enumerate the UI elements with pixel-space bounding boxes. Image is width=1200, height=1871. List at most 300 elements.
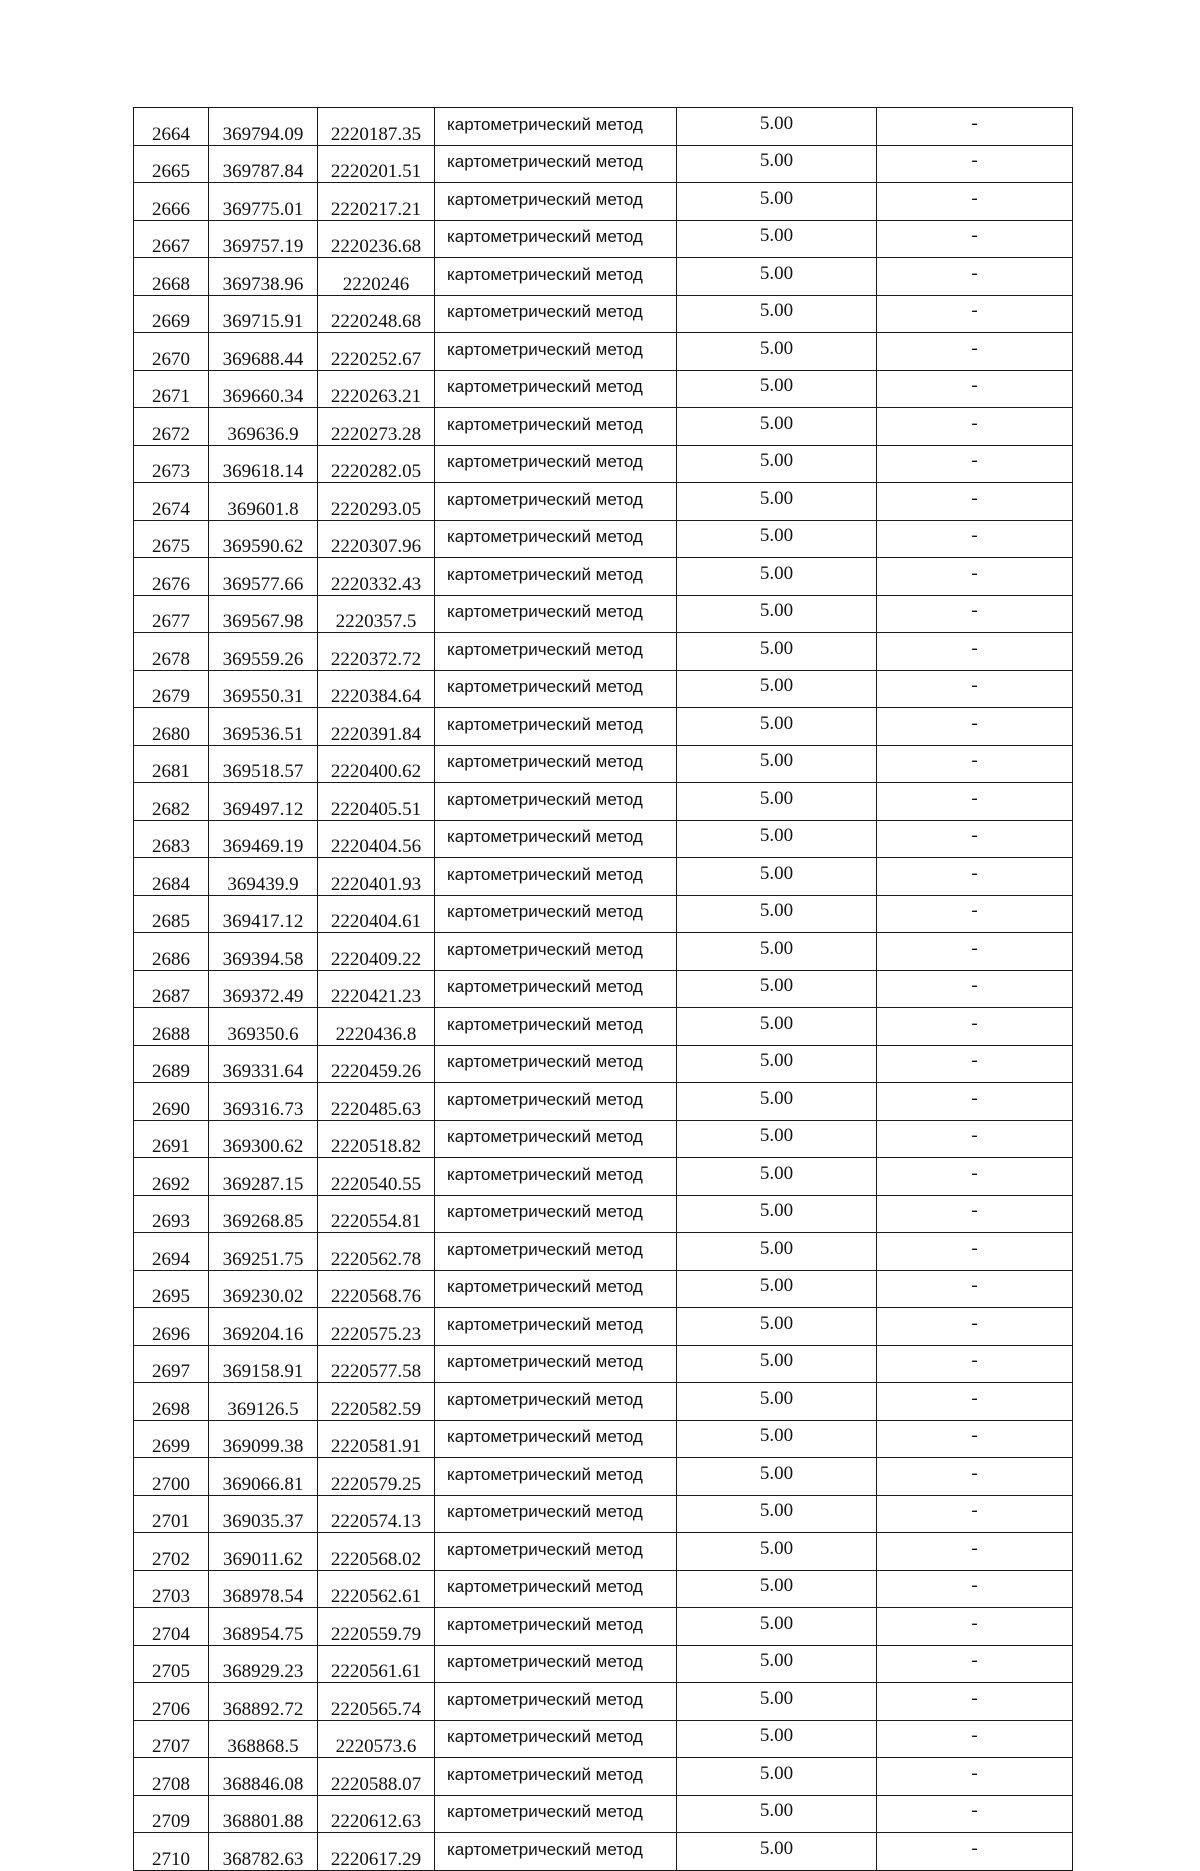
y-coordinate-cell: 2220201.51 bbox=[318, 145, 435, 183]
point-number-cell: 2701 bbox=[134, 1495, 209, 1533]
accuracy-cell: 5.00 bbox=[677, 595, 877, 633]
x-coordinate-cell: 369775.01 bbox=[209, 183, 318, 221]
table-row bbox=[134, 1570, 1073, 1608]
note-cell: - bbox=[877, 595, 1073, 633]
x-coordinate-cell: 369715.91 bbox=[209, 295, 318, 333]
table-row bbox=[134, 1720, 1073, 1758]
note-cell: - bbox=[877, 1833, 1073, 1871]
table-row bbox=[134, 783, 1073, 821]
y-coordinate-cell: 2220332.43 bbox=[318, 558, 435, 596]
table-row bbox=[134, 858, 1073, 896]
accuracy-cell: 5.00 bbox=[677, 1120, 877, 1158]
point-number-cell: 2676 bbox=[134, 558, 209, 596]
point-number-cell: 2685 bbox=[134, 895, 209, 933]
point-number-cell: 2707 bbox=[134, 1720, 209, 1758]
note-cell: - bbox=[877, 1045, 1073, 1083]
y-coordinate-cell: 2220263.21 bbox=[318, 370, 435, 408]
note-cell: - bbox=[877, 445, 1073, 483]
x-coordinate-cell: 369204.16 bbox=[209, 1308, 318, 1346]
point-number-cell: 2674 bbox=[134, 483, 209, 521]
accuracy-cell: 5.00 bbox=[677, 745, 877, 783]
note-cell: - bbox=[877, 1308, 1073, 1346]
y-coordinate-cell: 2220577.58 bbox=[318, 1345, 435, 1383]
x-coordinate-cell: 369372.49 bbox=[209, 970, 318, 1008]
method-cell: картометрический метод bbox=[435, 858, 677, 896]
method-cell: картометрический метод bbox=[435, 1570, 677, 1608]
method-cell: картометрический метод bbox=[435, 1308, 677, 1346]
method-cell: картометрический метод bbox=[435, 408, 677, 446]
accuracy-cell: 5.00 bbox=[677, 1570, 877, 1608]
method-cell: картометрический метод bbox=[435, 1720, 677, 1758]
y-coordinate-cell: 2220404.61 bbox=[318, 895, 435, 933]
x-coordinate-cell: 369469.19 bbox=[209, 820, 318, 858]
method-cell: картометрический метод bbox=[435, 1083, 677, 1121]
y-coordinate-cell: 2220575.23 bbox=[318, 1308, 435, 1346]
point-number-cell: 2697 bbox=[134, 1345, 209, 1383]
method-cell: картометрический метод bbox=[435, 595, 677, 633]
method-cell: картометрический метод bbox=[435, 1345, 677, 1383]
note-cell: - bbox=[877, 1533, 1073, 1571]
accuracy-cell: 5.00 bbox=[677, 220, 877, 258]
note-cell: - bbox=[877, 295, 1073, 333]
accuracy-cell: 5.00 bbox=[677, 145, 877, 183]
point-number-cell: 2699 bbox=[134, 1420, 209, 1458]
table-row bbox=[134, 370, 1073, 408]
y-coordinate-cell: 2220565.74 bbox=[318, 1683, 435, 1721]
point-number-cell: 2700 bbox=[134, 1458, 209, 1496]
note-cell: - bbox=[877, 1458, 1073, 1496]
note-cell: - bbox=[877, 820, 1073, 858]
table-row bbox=[134, 1345, 1073, 1383]
note-cell: - bbox=[877, 783, 1073, 821]
y-coordinate-cell: 2220282.05 bbox=[318, 445, 435, 483]
accuracy-cell: 5.00 bbox=[677, 108, 877, 146]
method-cell: картометрический метод bbox=[435, 1383, 677, 1421]
x-coordinate-cell: 368868.5 bbox=[209, 1720, 318, 1758]
accuracy-cell: 5.00 bbox=[677, 445, 877, 483]
point-number-cell: 2691 bbox=[134, 1120, 209, 1158]
x-coordinate-cell: 369590.62 bbox=[209, 520, 318, 558]
method-cell: картометрический метод bbox=[435, 558, 677, 596]
note-cell: - bbox=[877, 1008, 1073, 1046]
note-cell: - bbox=[877, 558, 1073, 596]
point-number-cell: 2675 bbox=[134, 520, 209, 558]
y-coordinate-cell: 2220357.5 bbox=[318, 595, 435, 633]
table-row bbox=[134, 745, 1073, 783]
y-coordinate-cell: 2220540.55 bbox=[318, 1158, 435, 1196]
x-coordinate-cell: 368846.08 bbox=[209, 1758, 318, 1796]
accuracy-cell: 5.00 bbox=[677, 895, 877, 933]
y-coordinate-cell: 2220561.61 bbox=[318, 1645, 435, 1683]
table-row bbox=[134, 1195, 1073, 1233]
y-coordinate-cell: 2220246 bbox=[318, 258, 435, 296]
note-cell: - bbox=[877, 1683, 1073, 1721]
accuracy-cell: 5.00 bbox=[677, 408, 877, 446]
x-coordinate-cell: 368782.63 bbox=[209, 1833, 318, 1871]
table-row bbox=[134, 1495, 1073, 1533]
point-number-cell: 2698 bbox=[134, 1383, 209, 1421]
point-number-cell: 2677 bbox=[134, 595, 209, 633]
method-cell: картометрический метод bbox=[435, 333, 677, 371]
point-number-cell: 2679 bbox=[134, 670, 209, 708]
accuracy-cell: 5.00 bbox=[677, 1458, 877, 1496]
table-row bbox=[134, 895, 1073, 933]
note-cell: - bbox=[877, 1420, 1073, 1458]
table-row bbox=[134, 1008, 1073, 1046]
method-cell: картометрический метод bbox=[435, 1158, 677, 1196]
coordinates-table-body bbox=[134, 108, 1073, 1871]
note-cell: - bbox=[877, 970, 1073, 1008]
y-coordinate-cell: 2220307.96 bbox=[318, 520, 435, 558]
note-cell: - bbox=[877, 258, 1073, 296]
accuracy-cell: 5.00 bbox=[677, 1495, 877, 1533]
point-number-cell: 2669 bbox=[134, 295, 209, 333]
note-cell: - bbox=[877, 1383, 1073, 1421]
y-coordinate-cell: 2220612.63 bbox=[318, 1795, 435, 1833]
y-coordinate-cell: 2220574.13 bbox=[318, 1495, 435, 1533]
y-coordinate-cell: 2220459.26 bbox=[318, 1045, 435, 1083]
table-row bbox=[134, 520, 1073, 558]
point-number-cell: 2664 bbox=[134, 108, 209, 146]
accuracy-cell: 5.00 bbox=[677, 1158, 877, 1196]
point-number-cell: 2710 bbox=[134, 1833, 209, 1871]
point-number-cell: 2706 bbox=[134, 1683, 209, 1721]
x-coordinate-cell: 369316.73 bbox=[209, 1083, 318, 1121]
note-cell: - bbox=[877, 183, 1073, 221]
accuracy-cell: 5.00 bbox=[677, 483, 877, 521]
method-cell: картометрический метод bbox=[435, 1233, 677, 1271]
accuracy-cell: 5.00 bbox=[677, 708, 877, 746]
x-coordinate-cell: 369035.37 bbox=[209, 1495, 318, 1533]
method-cell: картометрический метод bbox=[435, 1833, 677, 1871]
point-number-cell: 2704 bbox=[134, 1608, 209, 1646]
point-number-cell: 2672 bbox=[134, 408, 209, 446]
method-cell: картометрический метод bbox=[435, 783, 677, 821]
x-coordinate-cell: 368978.54 bbox=[209, 1570, 318, 1608]
table-row bbox=[134, 333, 1073, 371]
accuracy-cell: 5.00 bbox=[677, 933, 877, 971]
accuracy-cell: 5.00 bbox=[677, 1420, 877, 1458]
x-coordinate-cell: 369688.44 bbox=[209, 333, 318, 371]
table-row bbox=[134, 1158, 1073, 1196]
x-coordinate-cell: 368892.72 bbox=[209, 1683, 318, 1721]
note-cell: - bbox=[877, 1495, 1073, 1533]
method-cell: картометрический метод bbox=[435, 295, 677, 333]
note-cell: - bbox=[877, 1083, 1073, 1121]
x-coordinate-cell: 369158.91 bbox=[209, 1345, 318, 1383]
x-coordinate-cell: 369601.8 bbox=[209, 483, 318, 521]
accuracy-cell: 5.00 bbox=[677, 1233, 877, 1271]
accuracy-cell: 5.00 bbox=[677, 370, 877, 408]
point-number-cell: 2667 bbox=[134, 220, 209, 258]
x-coordinate-cell: 369251.75 bbox=[209, 1233, 318, 1271]
x-coordinate-cell: 369618.14 bbox=[209, 445, 318, 483]
method-cell: картометрический метод bbox=[435, 970, 677, 1008]
table-row bbox=[134, 970, 1073, 1008]
method-cell: картометрический метод bbox=[435, 670, 677, 708]
point-number-cell: 2688 bbox=[134, 1008, 209, 1046]
point-number-cell: 2703 bbox=[134, 1570, 209, 1608]
y-coordinate-cell: 2220400.62 bbox=[318, 745, 435, 783]
accuracy-cell: 5.00 bbox=[677, 1795, 877, 1833]
x-coordinate-cell: 369738.96 bbox=[209, 258, 318, 296]
y-coordinate-cell: 2220252.67 bbox=[318, 333, 435, 371]
note-cell: - bbox=[877, 520, 1073, 558]
table-row bbox=[134, 1383, 1073, 1421]
y-coordinate-cell: 2220562.78 bbox=[318, 1233, 435, 1271]
y-coordinate-cell: 2220518.82 bbox=[318, 1120, 435, 1158]
note-cell: - bbox=[877, 220, 1073, 258]
point-number-cell: 2687 bbox=[134, 970, 209, 1008]
accuracy-cell: 5.00 bbox=[677, 1045, 877, 1083]
point-number-cell: 2665 bbox=[134, 145, 209, 183]
y-coordinate-cell: 2220573.6 bbox=[318, 1720, 435, 1758]
x-coordinate-cell: 369536.51 bbox=[209, 708, 318, 746]
y-coordinate-cell: 2220568.76 bbox=[318, 1270, 435, 1308]
table-row bbox=[134, 1270, 1073, 1308]
accuracy-cell: 5.00 bbox=[677, 520, 877, 558]
accuracy-cell: 5.00 bbox=[677, 1083, 877, 1121]
x-coordinate-cell: 369268.85 bbox=[209, 1195, 318, 1233]
x-coordinate-cell: 369577.66 bbox=[209, 558, 318, 596]
method-cell: картометрический метод bbox=[435, 220, 677, 258]
note-cell: - bbox=[877, 1608, 1073, 1646]
method-cell: картометрический метод bbox=[435, 1533, 677, 1571]
y-coordinate-cell: 2220293.05 bbox=[318, 483, 435, 521]
table-row bbox=[134, 708, 1073, 746]
point-number-cell: 2695 bbox=[134, 1270, 209, 1308]
method-cell: картометрический метод bbox=[435, 1645, 677, 1683]
note-cell: - bbox=[877, 1720, 1073, 1758]
y-coordinate-cell: 2220217.21 bbox=[318, 183, 435, 221]
y-coordinate-cell: 2220372.72 bbox=[318, 633, 435, 671]
accuracy-cell: 5.00 bbox=[677, 633, 877, 671]
method-cell: картометрический метод bbox=[435, 1045, 677, 1083]
x-coordinate-cell: 368954.75 bbox=[209, 1608, 318, 1646]
note-cell: - bbox=[877, 708, 1073, 746]
accuracy-cell: 5.00 bbox=[677, 1270, 877, 1308]
method-cell: картометрический метод bbox=[435, 820, 677, 858]
y-coordinate-cell: 2220588.07 bbox=[318, 1758, 435, 1796]
accuracy-cell: 5.00 bbox=[677, 1833, 877, 1871]
table-row bbox=[134, 670, 1073, 708]
y-coordinate-cell: 2220404.56 bbox=[318, 820, 435, 858]
y-coordinate-cell: 2220409.22 bbox=[318, 933, 435, 971]
table-row bbox=[134, 445, 1073, 483]
table-row bbox=[134, 408, 1073, 446]
method-cell: картометрический метод bbox=[435, 1420, 677, 1458]
method-cell: картометрический метод bbox=[435, 1683, 677, 1721]
point-number-cell: 2683 bbox=[134, 820, 209, 858]
note-cell: - bbox=[877, 1158, 1073, 1196]
y-coordinate-cell: 2220405.51 bbox=[318, 783, 435, 821]
note-cell: - bbox=[877, 145, 1073, 183]
note-cell: - bbox=[877, 1645, 1073, 1683]
y-coordinate-cell: 2220559.79 bbox=[318, 1608, 435, 1646]
method-cell: картометрический метод bbox=[435, 1008, 677, 1046]
point-number-cell: 2689 bbox=[134, 1045, 209, 1083]
y-coordinate-cell: 2220579.25 bbox=[318, 1458, 435, 1496]
table-row bbox=[134, 1758, 1073, 1796]
method-cell: картометрический метод bbox=[435, 745, 677, 783]
x-coordinate-cell: 369439.9 bbox=[209, 858, 318, 896]
x-coordinate-cell: 369230.02 bbox=[209, 1270, 318, 1308]
method-cell: картометрический метод bbox=[435, 933, 677, 971]
x-coordinate-cell: 369350.6 bbox=[209, 1008, 318, 1046]
point-number-cell: 2666 bbox=[134, 183, 209, 221]
note-cell: - bbox=[877, 1195, 1073, 1233]
table-row bbox=[134, 1833, 1073, 1871]
x-coordinate-cell: 369394.58 bbox=[209, 933, 318, 971]
method-cell: картометрический метод bbox=[435, 1270, 677, 1308]
x-coordinate-cell: 369300.62 bbox=[209, 1120, 318, 1158]
accuracy-cell: 5.00 bbox=[677, 183, 877, 221]
x-coordinate-cell: 369011.62 bbox=[209, 1533, 318, 1571]
method-cell: картометрический метод bbox=[435, 1195, 677, 1233]
x-coordinate-cell: 369757.19 bbox=[209, 220, 318, 258]
method-cell: картометрический метод bbox=[435, 370, 677, 408]
table-row bbox=[134, 220, 1073, 258]
x-coordinate-cell: 369559.26 bbox=[209, 633, 318, 671]
point-number-cell: 2705 bbox=[134, 1645, 209, 1683]
table-row bbox=[134, 1420, 1073, 1458]
table-row bbox=[134, 1608, 1073, 1646]
accuracy-cell: 5.00 bbox=[677, 783, 877, 821]
point-number-cell: 2686 bbox=[134, 933, 209, 971]
x-coordinate-cell: 369567.98 bbox=[209, 595, 318, 633]
method-cell: картометрический метод bbox=[435, 483, 677, 521]
method-cell: картометрический метод bbox=[435, 1758, 677, 1796]
table-row bbox=[134, 933, 1073, 971]
y-coordinate-cell: 2220582.59 bbox=[318, 1383, 435, 1421]
accuracy-cell: 5.00 bbox=[677, 1608, 877, 1646]
accuracy-cell: 5.00 bbox=[677, 333, 877, 371]
x-coordinate-cell: 369550.31 bbox=[209, 670, 318, 708]
table-row bbox=[134, 595, 1073, 633]
y-coordinate-cell: 2220401.93 bbox=[318, 858, 435, 896]
point-number-cell: 2678 bbox=[134, 633, 209, 671]
table-row bbox=[134, 295, 1073, 333]
x-coordinate-cell: 369066.81 bbox=[209, 1458, 318, 1496]
x-coordinate-cell: 369126.5 bbox=[209, 1383, 318, 1421]
point-number-cell: 2671 bbox=[134, 370, 209, 408]
method-cell: картометрический метод bbox=[435, 1608, 677, 1646]
table-row bbox=[134, 1645, 1073, 1683]
accuracy-cell: 5.00 bbox=[677, 970, 877, 1008]
y-coordinate-cell: 2220236.68 bbox=[318, 220, 435, 258]
accuracy-cell: 5.00 bbox=[677, 1758, 877, 1796]
table-row bbox=[134, 258, 1073, 296]
note-cell: - bbox=[877, 333, 1073, 371]
method-cell: картометрический метод bbox=[435, 1458, 677, 1496]
method-cell: картометрический метод bbox=[435, 1495, 677, 1533]
point-number-cell: 2702 bbox=[134, 1533, 209, 1571]
note-cell: - bbox=[877, 1270, 1073, 1308]
table-row bbox=[134, 1233, 1073, 1271]
note-cell: - bbox=[877, 895, 1073, 933]
accuracy-cell: 5.00 bbox=[677, 670, 877, 708]
point-number-cell: 2670 bbox=[134, 333, 209, 371]
x-coordinate-cell: 368929.23 bbox=[209, 1645, 318, 1683]
table-row bbox=[134, 1083, 1073, 1121]
point-number-cell: 2690 bbox=[134, 1083, 209, 1121]
point-number-cell: 2694 bbox=[134, 1233, 209, 1271]
y-coordinate-cell: 2220248.68 bbox=[318, 295, 435, 333]
accuracy-cell: 5.00 bbox=[677, 858, 877, 896]
note-cell: - bbox=[877, 745, 1073, 783]
note-cell: - bbox=[877, 1345, 1073, 1383]
table-row bbox=[134, 820, 1073, 858]
note-cell: - bbox=[877, 408, 1073, 446]
x-coordinate-cell: 369099.38 bbox=[209, 1420, 318, 1458]
method-cell: картометрический метод bbox=[435, 183, 677, 221]
note-cell: - bbox=[877, 1233, 1073, 1271]
note-cell: - bbox=[877, 1795, 1073, 1833]
accuracy-cell: 5.00 bbox=[677, 820, 877, 858]
x-coordinate-cell: 369287.15 bbox=[209, 1158, 318, 1196]
y-coordinate-cell: 2220421.23 bbox=[318, 970, 435, 1008]
table-row bbox=[134, 108, 1073, 146]
coordinates-table bbox=[133, 107, 1073, 1871]
y-coordinate-cell: 2220384.64 bbox=[318, 670, 435, 708]
table-row bbox=[134, 145, 1073, 183]
point-number-cell: 2680 bbox=[134, 708, 209, 746]
accuracy-cell: 5.00 bbox=[677, 258, 877, 296]
method-cell: картометрический метод bbox=[435, 633, 677, 671]
note-cell: - bbox=[877, 370, 1073, 408]
point-number-cell: 2682 bbox=[134, 783, 209, 821]
x-coordinate-cell: 368801.88 bbox=[209, 1795, 318, 1833]
point-number-cell: 2696 bbox=[134, 1308, 209, 1346]
method-cell: картометрический метод bbox=[435, 108, 677, 146]
table-row bbox=[134, 558, 1073, 596]
method-cell: картометрический метод bbox=[435, 258, 677, 296]
x-coordinate-cell: 369518.57 bbox=[209, 745, 318, 783]
x-coordinate-cell: 369787.84 bbox=[209, 145, 318, 183]
method-cell: картометрический метод bbox=[435, 708, 677, 746]
y-coordinate-cell: 2220436.8 bbox=[318, 1008, 435, 1046]
note-cell: - bbox=[877, 933, 1073, 971]
table-row bbox=[134, 1120, 1073, 1158]
y-coordinate-cell: 2220581.91 bbox=[318, 1420, 435, 1458]
accuracy-cell: 5.00 bbox=[677, 1383, 877, 1421]
y-coordinate-cell: 2220617.29 bbox=[318, 1833, 435, 1871]
y-coordinate-cell: 2220485.63 bbox=[318, 1083, 435, 1121]
y-coordinate-cell: 2220562.61 bbox=[318, 1570, 435, 1608]
table-row bbox=[134, 483, 1073, 521]
method-cell: картометрический метод bbox=[435, 1795, 677, 1833]
accuracy-cell: 5.00 bbox=[677, 1308, 877, 1346]
accuracy-cell: 5.00 bbox=[677, 1645, 877, 1683]
note-cell: - bbox=[877, 1120, 1073, 1158]
note-cell: - bbox=[877, 1758, 1073, 1796]
method-cell: картометрический метод bbox=[435, 145, 677, 183]
accuracy-cell: 5.00 bbox=[677, 295, 877, 333]
method-cell: картометрический метод bbox=[435, 520, 677, 558]
accuracy-cell: 5.00 bbox=[677, 1008, 877, 1046]
point-number-cell: 2708 bbox=[134, 1758, 209, 1796]
point-number-cell: 2693 bbox=[134, 1195, 209, 1233]
method-cell: картометрический метод bbox=[435, 895, 677, 933]
x-coordinate-cell: 369497.12 bbox=[209, 783, 318, 821]
table-row bbox=[134, 1795, 1073, 1833]
point-number-cell: 2668 bbox=[134, 258, 209, 296]
note-cell: - bbox=[877, 483, 1073, 521]
method-cell: картометрический метод bbox=[435, 445, 677, 483]
note-cell: - bbox=[877, 108, 1073, 146]
x-coordinate-cell: 369417.12 bbox=[209, 895, 318, 933]
y-coordinate-cell: 2220187.35 bbox=[318, 108, 435, 146]
